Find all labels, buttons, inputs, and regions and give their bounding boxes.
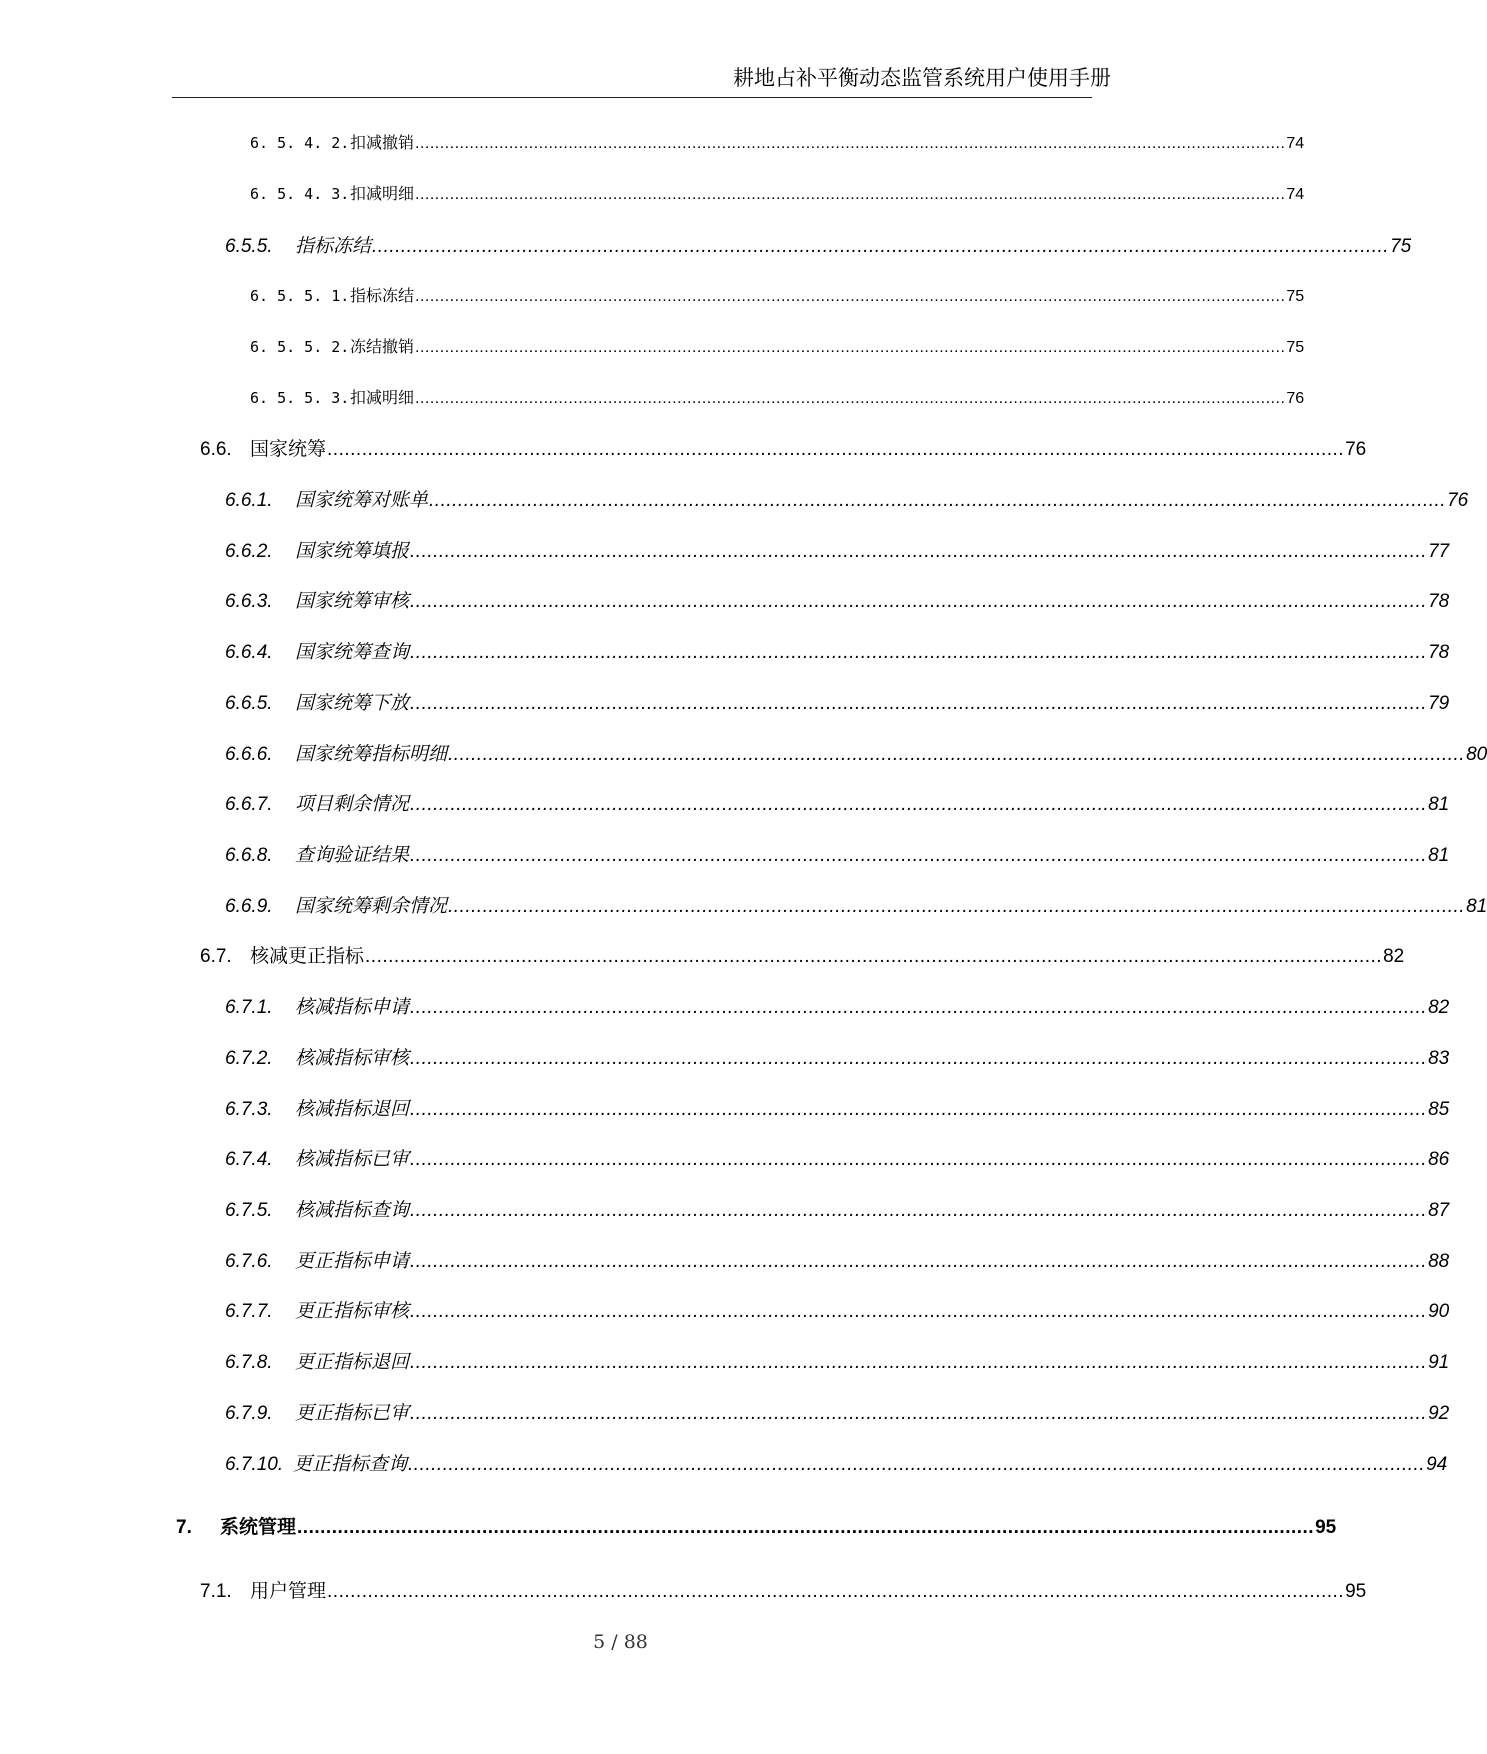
toc-entry[interactable] bbox=[225, 1449, 1448, 1476]
toc-entry-number: 6.6.1. bbox=[225, 490, 273, 511]
toc-entry-page: 79 bbox=[1428, 693, 1450, 714]
toc-entry-page: 82 bbox=[1383, 946, 1405, 967]
toc-entry-title: 核减指标查询 bbox=[295, 1199, 410, 1221]
toc-entry[interactable] bbox=[200, 1576, 1367, 1603]
toc-leader-dots: ................................................................................................................................................................................ bbox=[410, 1301, 1428, 1322]
toc-entry[interactable] bbox=[225, 1398, 1450, 1425]
toc-entry-page: 74 bbox=[1286, 135, 1305, 152]
header-rule bbox=[172, 97, 1092, 98]
toc-entry[interactable] bbox=[250, 181, 1305, 204]
toc-entry[interactable] bbox=[225, 485, 1469, 512]
toc-entry-page: 85 bbox=[1428, 1099, 1450, 1120]
toc-entry-title: 指标冻结 bbox=[350, 286, 415, 305]
toc-entry-title: 冻结撤销 bbox=[350, 337, 415, 356]
toc-entry[interactable] bbox=[250, 130, 1305, 153]
toc-entry-title: 系统管理 bbox=[220, 1516, 297, 1538]
toc-entry-page: 74 bbox=[1286, 186, 1305, 203]
toc-leader-dots: ................................................................................................................................................................................ bbox=[410, 845, 1428, 866]
toc-entry-number: 6.7.10. bbox=[225, 1454, 284, 1475]
toc-leader-dots: ................................................................................................................................................................................ bbox=[410, 591, 1428, 612]
toc-entry[interactable] bbox=[225, 231, 1412, 258]
toc-entry-title: 更正指标查询 bbox=[293, 1453, 408, 1475]
toc-entry-page: 81 bbox=[1466, 896, 1487, 917]
toc-entry[interactable] bbox=[225, 1347, 1450, 1374]
toc-entry-page: 76 bbox=[1447, 490, 1469, 511]
toc-entry[interactable] bbox=[250, 283, 1305, 306]
toc-entry-number: 7. bbox=[176, 1517, 192, 1538]
toc-entry-number: 6.6. bbox=[200, 439, 232, 460]
toc-entry-title: 扣减明细 bbox=[350, 388, 415, 407]
toc-entry-title: 核减指标审核 bbox=[295, 1047, 410, 1069]
toc-entry-page: 76 bbox=[1286, 390, 1305, 407]
toc-entry-number: 6.7.8. bbox=[225, 1352, 273, 1373]
toc-entry[interactable] bbox=[225, 891, 1487, 918]
toc-leader-dots: ................................................................................................................................................................................ bbox=[410, 1352, 1428, 1373]
toc-entry-page: 94 bbox=[1426, 1454, 1448, 1475]
toc-entry-number: 6.7.7. bbox=[225, 1301, 273, 1322]
toc-entry-page: 76 bbox=[1345, 439, 1367, 460]
toc-entry-title: 更正指标审核 bbox=[295, 1300, 410, 1322]
toc-entry-title: 扣减明细 bbox=[350, 184, 415, 203]
toc-entry-number: 6.6.8. bbox=[225, 845, 273, 866]
toc-entry-title: 核减指标已审 bbox=[295, 1148, 410, 1170]
toc-entry[interactable] bbox=[225, 688, 1450, 715]
toc-entry[interactable] bbox=[225, 586, 1450, 613]
toc-leader-dots: ................................................................................................................................................................................ bbox=[410, 1251, 1428, 1272]
toc-entry[interactable] bbox=[225, 1043, 1450, 1070]
toc-entry-page: 77 bbox=[1428, 541, 1450, 562]
toc-entry[interactable] bbox=[225, 1195, 1450, 1222]
toc-entry-number: 6.7.5. bbox=[225, 1200, 273, 1221]
toc-entry-title: 国家统筹剩余情况 bbox=[295, 895, 448, 917]
toc-entry-page: 88 bbox=[1428, 1251, 1450, 1272]
toc-entry-title: 用户管理 bbox=[250, 1580, 327, 1602]
toc-entry-number: 6. 5. 4. 3. bbox=[250, 185, 350, 203]
toc-entry-page: 78 bbox=[1428, 591, 1450, 612]
toc-entry-number: 6.6.4. bbox=[225, 642, 273, 663]
toc-leader-dots: ................................................................................................................................................................................ bbox=[410, 794, 1428, 815]
toc-entry[interactable] bbox=[225, 992, 1450, 1019]
toc-entry[interactable] bbox=[250, 334, 1305, 357]
toc-entry-page: 91 bbox=[1428, 1352, 1450, 1373]
page-number: 5 / 88 bbox=[593, 1631, 648, 1653]
toc-entry[interactable] bbox=[200, 941, 1405, 968]
toc-entry-title: 更正指标申请 bbox=[295, 1250, 410, 1272]
toc-entry-number: 7.1. bbox=[200, 1581, 232, 1602]
toc-leader-dots: ................................................................................................................................................................................ bbox=[415, 339, 1286, 356]
toc-entry-title: 查询验证结果 bbox=[295, 844, 410, 866]
toc-entry-number: 6.7.1. bbox=[225, 997, 273, 1018]
toc-leader-dots: ................................................................................................................................................................................ bbox=[408, 1454, 1426, 1475]
toc-entry-title: 国家统筹指标明细 bbox=[295, 743, 448, 765]
toc-entry-number: 6. 5. 5. 1. bbox=[250, 287, 350, 305]
toc-leader-dots: ................................................................................................................................................................................ bbox=[327, 439, 1345, 460]
toc-entry[interactable] bbox=[225, 536, 1450, 563]
toc-entry-number: 6.7.2. bbox=[225, 1048, 273, 1069]
toc-entry-number: 6. 5. 5. 2. bbox=[250, 338, 350, 356]
toc-entry-page: 83 bbox=[1428, 1048, 1450, 1069]
toc-entry[interactable] bbox=[225, 1246, 1450, 1273]
header-title: 耕地占补平衡动态监管系统用户使用手册 bbox=[733, 66, 1111, 90]
toc-entry[interactable] bbox=[250, 385, 1305, 408]
toc-leader-dots: ................................................................................................................................................................................ bbox=[365, 946, 1383, 967]
toc-entry-number: 6.7.9. bbox=[225, 1403, 273, 1424]
toc-leader-dots: ................................................................................................................................................................................ bbox=[410, 1048, 1428, 1069]
toc-entry-page: 81 bbox=[1428, 845, 1450, 866]
toc-entry-page: 81 bbox=[1428, 794, 1450, 815]
toc-entry-number: 6.7. bbox=[200, 946, 232, 967]
toc-leader-dots: ................................................................................................................................................................................ bbox=[410, 693, 1428, 714]
toc-leader-dots: ................................................................................................................................................................................ bbox=[410, 541, 1428, 562]
toc-entry-title: 国家统筹下放 bbox=[295, 692, 410, 714]
toc-entry-page: 80 bbox=[1466, 744, 1487, 765]
toc-entry[interactable] bbox=[225, 739, 1487, 766]
toc-entry-number: 6.5.5. bbox=[225, 236, 273, 257]
toc-leader-dots: ................................................................................................................................................................................ bbox=[410, 997, 1428, 1018]
toc-entry[interactable] bbox=[176, 1512, 1337, 1539]
toc-entry[interactable] bbox=[225, 1144, 1450, 1171]
toc-entry-page: 86 bbox=[1428, 1149, 1450, 1170]
toc-leader-dots: ................................................................................................................................................................................ bbox=[372, 236, 1390, 257]
toc-leader-dots: ................................................................................................................................................................................ bbox=[415, 288, 1286, 305]
toc-entry-title: 核减指标申请 bbox=[295, 996, 410, 1018]
toc-leader-dots: ................................................................................................................................................................................ bbox=[448, 896, 1466, 917]
toc-leader-dots: ................................................................................................................................................................................ bbox=[448, 744, 1466, 765]
toc-entry-title: 国家统筹审核 bbox=[295, 590, 410, 612]
toc-entry-title: 更正指标退回 bbox=[295, 1351, 410, 1373]
toc-entry[interactable] bbox=[225, 789, 1450, 816]
toc-entry-title: 更正指标已审 bbox=[295, 1402, 410, 1424]
toc-entry-number: 6.6.2. bbox=[225, 541, 273, 562]
toc-entry-title: 项目剩余情况 bbox=[295, 793, 410, 815]
toc-entry-page: 90 bbox=[1428, 1301, 1450, 1322]
toc-entry-number: 6.7.6. bbox=[225, 1251, 273, 1272]
toc-entry-number: 6.6.6. bbox=[225, 744, 273, 765]
toc-entry-page: 75 bbox=[1286, 288, 1305, 305]
toc-leader-dots: ................................................................................................................................................................................ bbox=[415, 186, 1286, 203]
toc-entry-number: 6.6.9. bbox=[225, 896, 273, 917]
toc-entry-title: 国家统筹对账单 bbox=[295, 489, 429, 511]
toc-leader-dots: ................................................................................................................................................................................ bbox=[410, 642, 1428, 663]
toc-entry-title: 核减指标退回 bbox=[295, 1098, 410, 1120]
toc-leader-dots: ................................................................................................................................................................................ bbox=[327, 1581, 1345, 1602]
toc-leader-dots: ................................................................................................................................................................................ bbox=[297, 1517, 1315, 1538]
toc-entry-title: 国家统筹查询 bbox=[295, 641, 410, 663]
toc-entry-title: 国家统筹 bbox=[250, 438, 327, 460]
toc-entry-title: 扣减撤销 bbox=[350, 133, 415, 152]
toc-entry[interactable] bbox=[225, 637, 1450, 664]
toc-leader-dots: ................................................................................................................................................................................ bbox=[410, 1200, 1428, 1221]
toc-entry-page: 92 bbox=[1428, 1403, 1450, 1424]
toc-entry[interactable] bbox=[200, 434, 1367, 461]
toc-leader-dots: ................................................................................................................................................................................ bbox=[410, 1149, 1428, 1170]
toc-entry-page: 78 bbox=[1428, 642, 1450, 663]
toc-entry-number: 6. 5. 4. 2. bbox=[250, 134, 350, 152]
toc-entry-number: 6.6.7. bbox=[225, 794, 273, 815]
toc-entry-number: 6.6.3. bbox=[225, 591, 273, 612]
toc-entry-page: 75 bbox=[1286, 339, 1305, 356]
toc-entry-page: 95 bbox=[1345, 1581, 1367, 1602]
toc-entry-title: 核减更正指标 bbox=[250, 945, 365, 967]
toc-entry-number: 6.7.4. bbox=[225, 1149, 273, 1170]
toc-entry[interactable] bbox=[225, 1296, 1450, 1323]
toc-leader-dots: ................................................................................................................................................................................ bbox=[415, 390, 1286, 407]
toc-entry-page: 75 bbox=[1390, 236, 1412, 257]
toc-entry-title: 国家统筹填报 bbox=[295, 540, 410, 562]
toc-leader-dots: ................................................................................................................................................................................ bbox=[415, 135, 1286, 152]
toc-leader-dots: ................................................................................................................................................................................ bbox=[410, 1403, 1428, 1424]
toc-entry-title: 指标冻结 bbox=[295, 235, 372, 257]
toc-entry-page: 87 bbox=[1428, 1200, 1450, 1221]
toc-entry-page: 82 bbox=[1428, 997, 1450, 1018]
toc-entry[interactable] bbox=[225, 1094, 1450, 1121]
toc-entry-number: 6.7.3. bbox=[225, 1099, 273, 1120]
toc-entry[interactable] bbox=[225, 840, 1450, 867]
toc-leader-dots: ................................................................................................................................................................................ bbox=[429, 490, 1447, 511]
toc-leader-dots: ................................................................................................................................................................................ bbox=[410, 1099, 1428, 1120]
toc-entry-number: 6. 5. 5. 3. bbox=[250, 389, 350, 407]
toc-entry-number: 6.6.5. bbox=[225, 693, 273, 714]
toc-entry-page: 95 bbox=[1315, 1517, 1337, 1538]
